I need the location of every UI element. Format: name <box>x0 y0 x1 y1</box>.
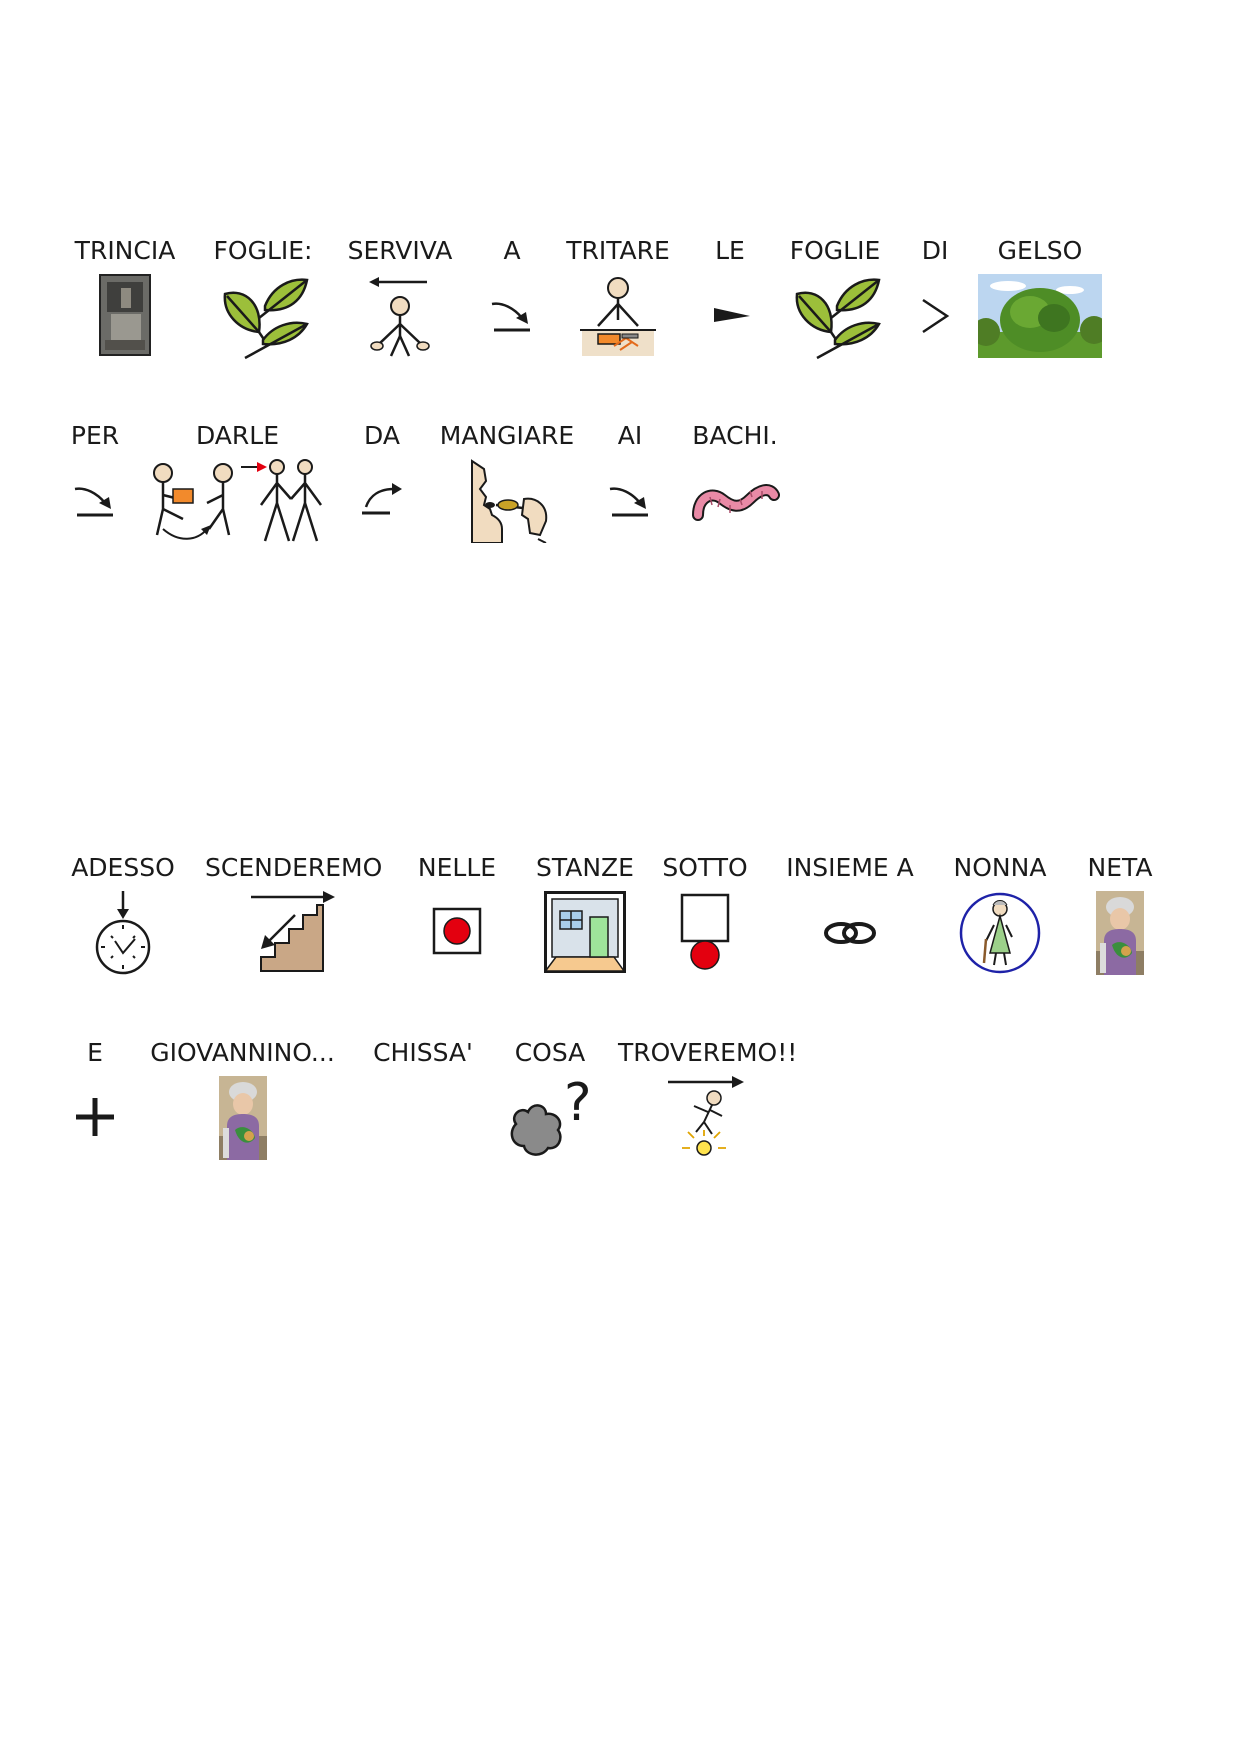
word-label: STANZE <box>536 853 634 882</box>
word-label: SERVIVA <box>347 236 453 265</box>
leaves-icon <box>780 274 890 360</box>
word-label: LE <box>715 236 745 265</box>
word-label: NELLE <box>417 853 497 882</box>
word-label: TRITARE <box>566 236 670 265</box>
word-gelso <box>975 236 1105 358</box>
word-nelle <box>402 853 512 973</box>
word-label: FOGLIE: <box>213 236 313 265</box>
arrow-down-to-line-icon <box>65 459 125 541</box>
word-label: SCENDEREMO <box>205 853 383 882</box>
word-troveremo <box>618 1038 798 1160</box>
word-nonna <box>945 853 1055 975</box>
word-bachi <box>680 421 790 541</box>
word-stanze <box>525 853 645 973</box>
word-label: MANGIARE <box>439 421 575 450</box>
word-neta <box>1070 853 1170 975</box>
arrow-down-to-line-icon <box>482 274 542 356</box>
word-label: DA <box>364 421 400 450</box>
word-label: SOTTO <box>662 853 748 882</box>
word-label: TROVEREMO!! <box>618 1038 798 1067</box>
word-le <box>700 236 760 356</box>
grandmother-icon <box>945 891 1055 975</box>
word-sotto <box>655 853 755 975</box>
word-label: AI <box>617 421 643 450</box>
dot-in-box-icon <box>402 891 512 973</box>
word-label: E <box>87 1038 103 1067</box>
word-tritare <box>558 236 678 358</box>
word-giovannino <box>140 1038 345 1160</box>
word-chissa <box>368 1038 478 1068</box>
find-idea-icon <box>618 1076 793 1160</box>
word-trincia <box>65 236 185 356</box>
word-label: BACHI. <box>692 421 778 450</box>
shredder-photo-icon <box>65 274 185 356</box>
grandmother-photo-icon <box>1070 891 1170 975</box>
word-e <box>65 1038 125 1158</box>
word-da <box>352 421 412 541</box>
word-label: GELSO <box>997 236 1083 265</box>
linked-rings-icon <box>775 891 925 973</box>
word-label: NETA <box>1087 853 1153 882</box>
person-chopping-icon <box>558 274 678 358</box>
word-label: TRINCIA <box>74 236 176 265</box>
svg-text:?: ? <box>564 1076 592 1133</box>
word-label: NONNA <box>953 853 1047 882</box>
word-label: ADESSO <box>71 853 175 882</box>
grandmother-photo-icon <box>140 1076 345 1160</box>
word-label: A <box>503 236 521 265</box>
question-blob-icon <box>500 1076 600 1160</box>
plus-icon <box>65 1076 125 1158</box>
word-foglie-2 <box>780 236 890 360</box>
word-label: FOGLIE <box>789 236 881 265</box>
word-mangiare <box>432 421 582 543</box>
word-insieme-a <box>775 853 925 973</box>
clock-icon <box>65 891 181 977</box>
arrow-down-to-line-icon <box>600 459 660 541</box>
stairs-down-icon <box>205 891 380 973</box>
person-serve-icon <box>340 274 460 358</box>
word-foglie-1 <box>208 236 318 360</box>
word-di <box>905 236 965 356</box>
room-icon <box>525 891 645 973</box>
triangle-pointer-icon <box>700 274 760 356</box>
word-label: GIOVANNINO... <box>150 1038 335 1067</box>
leaves-icon <box>208 274 318 360</box>
word-darle <box>145 421 330 543</box>
word-serviva <box>340 236 460 358</box>
greater-than-icon <box>905 274 965 356</box>
word-cosa <box>500 1038 600 1160</box>
people-giving-icon <box>145 459 330 543</box>
dot-under-box-icon <box>655 891 755 975</box>
word-label: INSIEME A <box>786 853 914 882</box>
word-scenderemo <box>205 853 383 973</box>
arrow-up-from-line-icon <box>352 459 412 541</box>
word-label: COSA <box>514 1038 586 1067</box>
word-label: DI <box>921 236 949 265</box>
word-per <box>65 421 125 541</box>
word-ai <box>600 421 660 541</box>
eating-spoon-icon <box>432 459 582 543</box>
word-a <box>482 236 542 356</box>
word-label: DARLE <box>195 421 279 450</box>
word-label: CHISSA' <box>373 1038 473 1067</box>
word-label: PER <box>70 421 120 450</box>
worm-icon <box>680 459 790 541</box>
word-adesso <box>65 853 181 977</box>
mulberry-tree-photo-icon <box>975 274 1105 358</box>
